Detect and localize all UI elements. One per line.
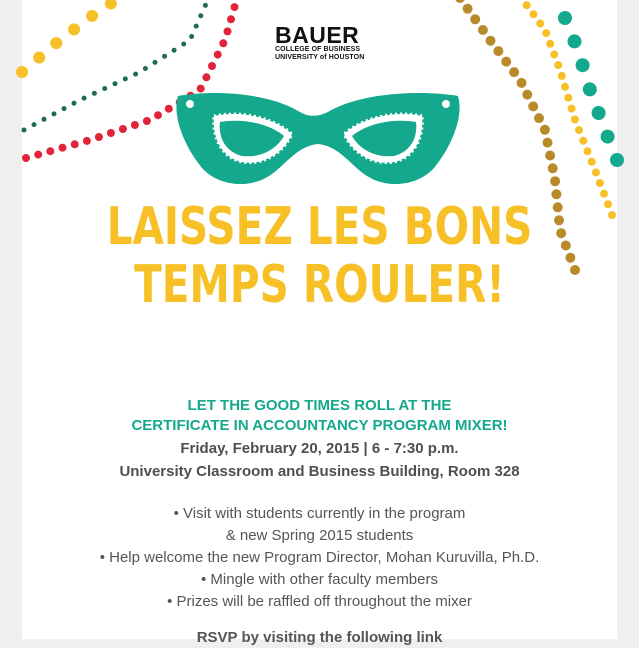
rsvp-link-text[interactable]: RSVP by visiting the following link (196, 629, 443, 646)
event-datetime: Friday, February 20, 2015 | 6 - 7:30 p.m. (180, 440, 459, 457)
subhead-line-2: CERTIFICATE IN ACCOUNTANCY PROGRAM MIXER! (131, 417, 508, 434)
bauer-logo (275, 24, 371, 62)
logo-university: UNIVERSITY of HOUSTON (275, 54, 365, 61)
list-item: • Prizes will be raffled off throughout the mixer (167, 593, 472, 610)
headline-line-2: TEMPS ROULER! (134, 255, 505, 315)
right-margin (617, 0, 639, 639)
event-location: University Classroom and Business Building, Room 328 (119, 463, 520, 480)
list-item: • Mingle with other faculty members (200, 571, 438, 588)
list-item: • Help welcome the new Program Director, Mohan Kuruvilla, Ph.D. (99, 549, 540, 566)
mardi-gras-mask-icon (172, 86, 464, 190)
left-margin (0, 0, 22, 639)
logo-name: BAUER (275, 22, 360, 48)
headline-line-1: LAISSEZ LES BONS (106, 197, 533, 257)
logo-college: COLLEGE OF BUSINESS (275, 46, 361, 53)
list-item: • Visit with students currently in the program (173, 505, 466, 522)
subhead-line-1: LET THE GOOD TIMES ROLL AT THE (187, 397, 452, 414)
event-highlights-list (22, 503, 617, 613)
list-item: & new Spring 2015 students (225, 527, 414, 544)
